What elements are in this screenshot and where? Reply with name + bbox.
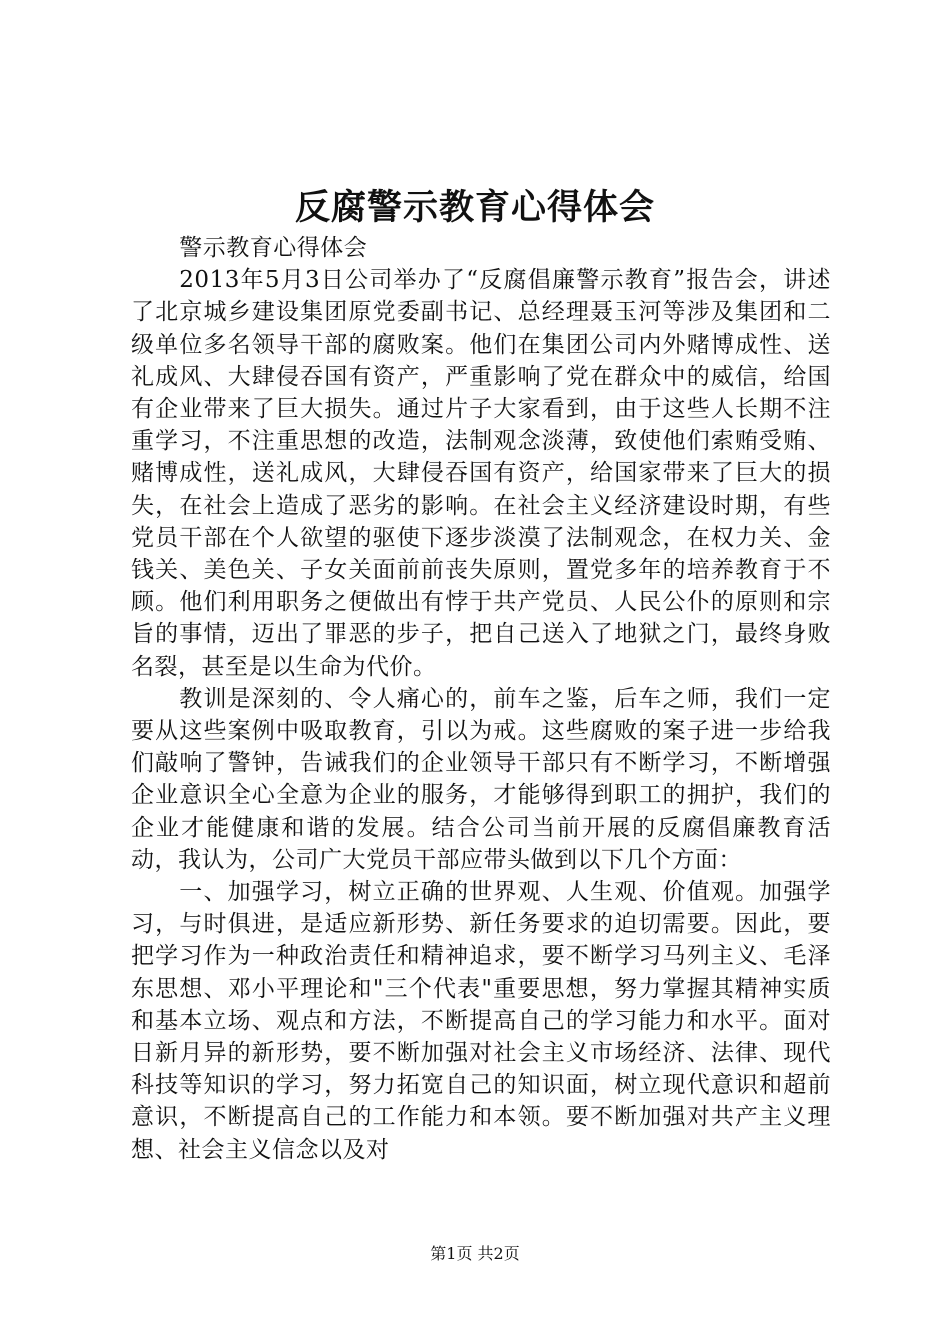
page-footer: 第1页 共2页 <box>430 1244 520 1263</box>
paragraph: 一、加强学习，树立正确的世界观、人生观、价值观。加强学习，与时俱进，是适应新形势、新任务要求的迫切需要。因此，要把学习作为一种政治责任和精神追求，要不断学习马列主义、毛泽东思想、邓小平理论和"三个代表"重要思想，努力掌握其精神实质和基本立场、观点和方法，不断提高自己的学习能力和水平。面对日新月异的新形势，要不断加强对社会主义市场经济、法律、现代科技等知识的学习，努力拓宽自己的知识面，树立现代意识和超前意识，不断提高自己的工作能力和本领。要不断加强对共产主义理想、社会主义信念以及对 <box>131 879 831 1163</box>
paragraph: 教训是深刻的、令人痛心的，前车之鉴，后车之师，我们一定要从这些案例中吸取教育，引以为戒。这些腐败的案子进一步给我们敲响了警钟，告诫我们的企业领导干部只有不断学习，不断增强企业意识全心全意为企业的服务，才能够得到职工的拥护，我们的企业才能健康和谐的发展。结合公司当前开展的反腐倡廉教育活动，我认为，公司广大党员干部应带头做到以下几个方面： <box>131 685 831 873</box>
paragraph: 2013年5月3日公司举办了“反腐倡廉警示教育”报告会，讲述了北京城乡建设集团原党委副书记、总经理聂玉河等涉及集团和二级单位多名领导干部的腐败案。他们在集团公司内外赌博成性、送礼成风、大肆侵吞国有资产，严重影响了党在群众中的威信，给国有企业带来了巨大损失。通过片子大家看到，由于这些人长期不注重学习，不注重思想的改造，法制观念淡薄，致使他们索贿受贿、赌博成性，送礼成风，大肆侵吞国有资产，给国家带来了巨大的损失，在社会上造成了恶劣的影响。在社会主义经济建设时期，有些党员干部在个人欲望的驱使下逐步淡漠了法制观念，在权力关、金钱关、美色关、子女关面前前丧失原则，置党多年的培养教育于不顾。他们利用职务之便做出有悖于共产党员、人民公仆的原则和宗旨的事情，迈出了罪恶的步子，把自己送入了地狱之门，最终身败名裂，甚至是以生命为代价。 <box>131 267 831 680</box>
document-body <box>131 232 831 1166</box>
document-title: 反腐警示教育心得体会 <box>294 187 655 228</box>
paragraph-subtitle: 警示教育心得体会 <box>179 235 368 261</box>
